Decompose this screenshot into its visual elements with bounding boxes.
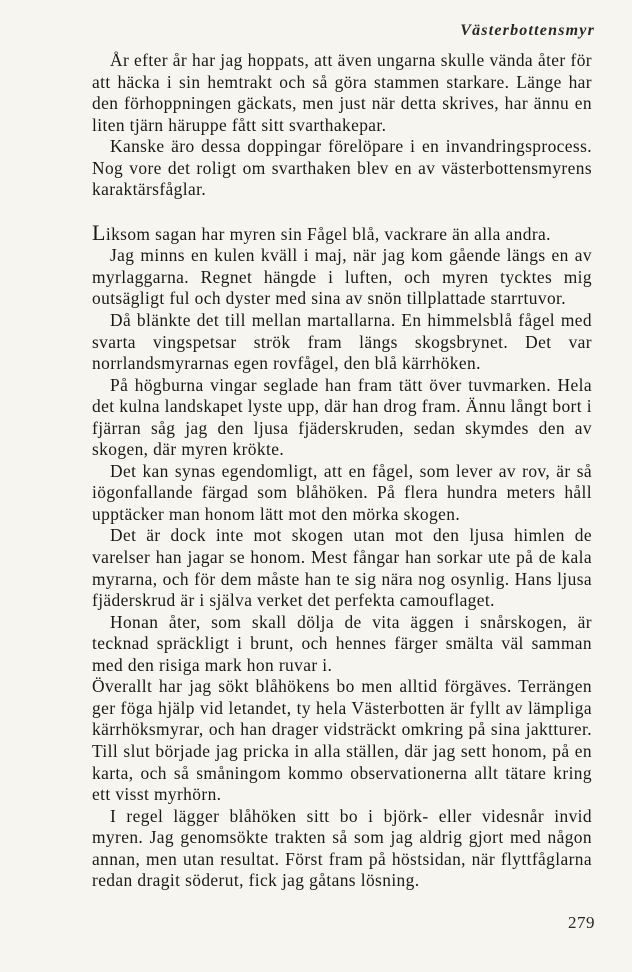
paragraph: Det är dock inte mot skogen utan mot den ljusa himlen de varelser han jagar se honom. Mest fångar han sorkar ute på de kala myrarna, och för dem måste han te sig nära nog osynlig. Hans ljusa fjäderskrud är i själva verket det perfekta camouflaget. bbox=[92, 525, 592, 611]
paragraph-text: iksom sagan har myren sin Fågel blå, vackrare än alla andra. bbox=[105, 223, 551, 244]
paragraph: Jag minns en kulen kväll i maj, när jag kom gående längs en av myrlaggarna. Regnet hängde i luften, och myren tycktes mig outsägligt ful och dyster med sina av snön tillplattade starrtuvor. bbox=[92, 245, 592, 309]
paragraph: Då blänkte det till mellan martallarna. En himmelsblå fågel med svarta vingspetsar strök fram längs skogsbrynet. Det var norrlandsmyrarnas egen rovfågel, den blå kärrhöken. bbox=[92, 310, 592, 374]
paragraph: Det kan synas egendomligt, att en fågel, som lever av rov, är så iögonfallande färgad som blåhöken. På flera hundra meters håll upptäcker man honom lätt mot den mörka skogen. bbox=[92, 460, 592, 524]
section-break bbox=[92, 201, 592, 222]
drop-cap: L bbox=[92, 219, 106, 245]
running-header: Västerbottensmyr bbox=[460, 22, 595, 39]
paragraph: Överallt har jag sökt blåhökens bo men alltid förgäves. Terrängen ger föga hjälp vid letandet, ty hela Västerbotten är fyllt av lämpliga kärrhöksmyrar, och han drager vidsträckt omkring på sina jaktturer. Till slut började jag pricka in alla ställen, där jag sett honom, på en karta, och så småningom kommo observationerna allt tätare kring ett visst myrhörn. bbox=[92, 676, 592, 805]
paragraph: På högburna vingar seglade han fram tätt över tuvmarken. Hela det kulna landskapet lyste upp, där han drog fram. Ännu långt bort i fjärran såg jag den ljusa fjäderskruden, sedan skymdes den av skogen, där myren krökte. bbox=[92, 374, 592, 460]
paragraph: Kanske äro dessa doppingar förelöpare i en invandringsprocess. Nog vore det roligt om svarthaken blev en av västerbottensmyrens karaktärsfåglar. bbox=[92, 136, 592, 200]
body-text bbox=[92, 50, 592, 892]
paragraph: År efter år har jag hoppats, att även ungarna skulle vända åter för att häcka i sin hemtrakt och så göra stammen starkare. Länge har den förhoppningen gäckats, men just när detta skrives, har ännu en liten tjärn häruppe fått sitt svarthakepar. bbox=[92, 50, 592, 135]
paragraph: Honan åter, som skall dölja de vita äggen i snårskogen, är tecknad spräckligt i brunt, och hennes färger smälta väl samman med den risiga mark hon ruvar i. bbox=[92, 611, 592, 675]
page-number: 279 bbox=[568, 913, 595, 932]
paragraph: I regel lägger blåhöken sitt bo i björk- eller videsnår invid myren. Jag genomsökte trakten så som jag aldrig gjort med någon annan, men utan resultat. Först fram på höstsidan, när flyttfåglarna redan dragit söderut, fick jag gåtans lösning. bbox=[92, 805, 592, 891]
paragraph-section-start bbox=[92, 219, 592, 246]
